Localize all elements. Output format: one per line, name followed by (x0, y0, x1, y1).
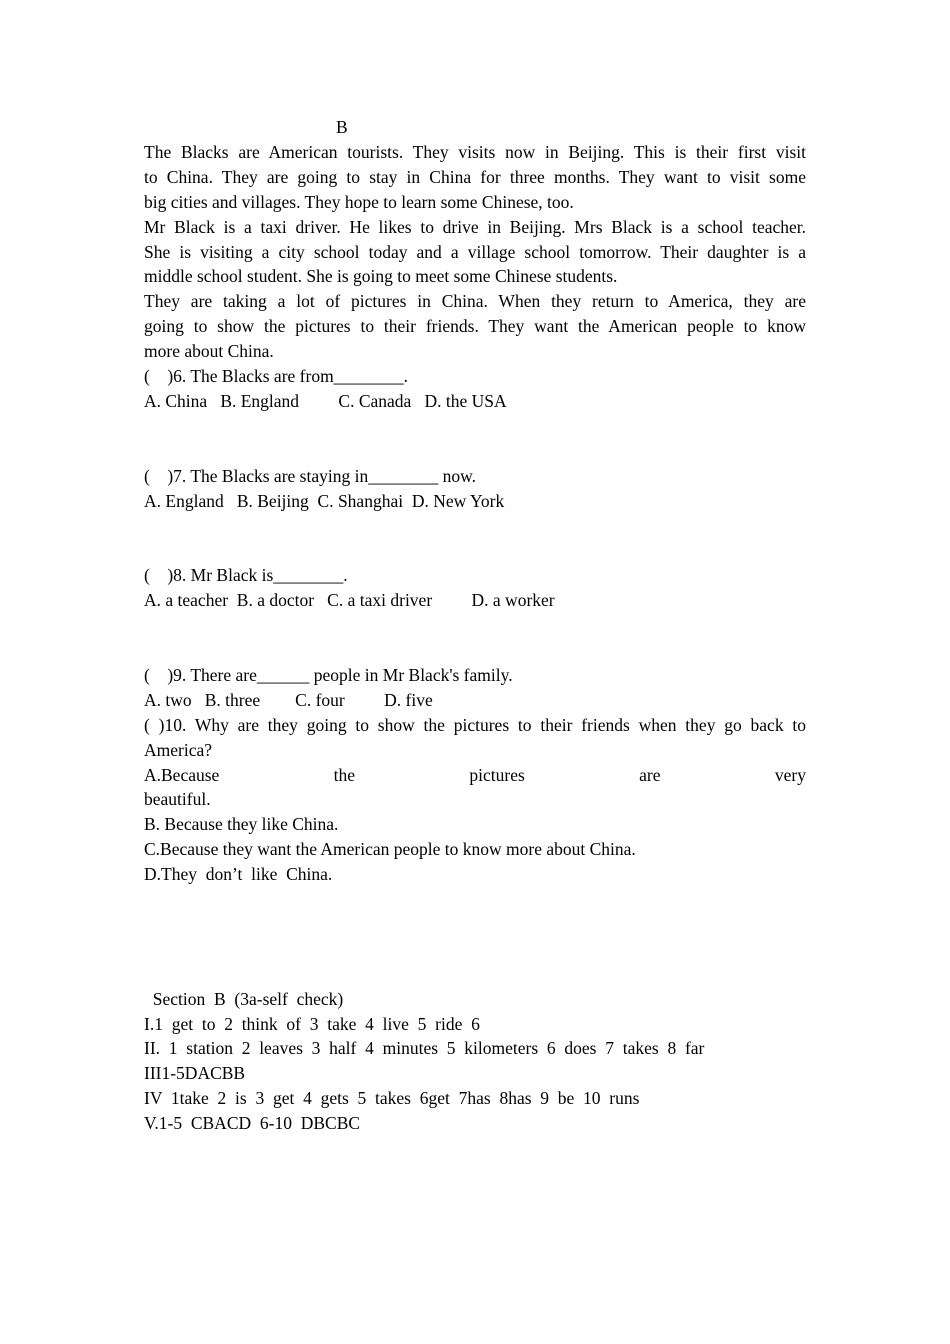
passage-line: She is visiting a city school today and a village school tomorrow. Their daughter is a (144, 241, 806, 262)
question-options: A. England B. Beijing C. Shanghai D. New York (144, 490, 505, 511)
answer-line: V.1-5 CBACD 6-10 DBCBC (144, 1113, 361, 1134)
passage-line: Mr Black is a taxi driver. He likes to drive in Beijing. Mrs Black is a school teacher. (144, 216, 806, 237)
answer-line: II. 1 station 2 leaves 3 half 4 minutes 5 kilometers 6 does 7 takes 8 far (144, 1038, 705, 1059)
question-8 (144, 563, 806, 613)
reading-passage (144, 140, 806, 364)
passage-line: They are taking a lot of pictures in China. When they return to America, they are (144, 291, 806, 312)
question-option: A.Because the pictures are very (144, 764, 806, 785)
question-options: A. China B. England C. Canada D. the USA (144, 390, 507, 411)
question-stem: ( )8. Mr Black is________. (144, 565, 348, 586)
worksheet-page (144, 115, 806, 1136)
passage-line: going to show the pictures to their friends. They want the American people to know (144, 316, 806, 337)
question-stem: ( )7. The Blacks are staying in________ now. (144, 465, 476, 486)
question-option: B. Because they like China. (144, 814, 339, 835)
answer-heading: Section B (3a-self check) (144, 988, 344, 1009)
section-title: B (336, 117, 348, 137)
answer-line: III1-5DACBB (144, 1063, 246, 1084)
question-options: A. a teacher B. a doctor C. a taxi driver D. a worker (144, 590, 555, 611)
passage-line: middle school student. She is going to meet some Chinese students. (144, 266, 618, 287)
question-7 (144, 464, 806, 514)
question-6 (144, 364, 806, 414)
answer-line: I.1 get to 2 think of 3 take 4 live 5 ride 6 (144, 1013, 480, 1034)
question-option: D.They don’t like China. (144, 864, 333, 885)
question-stem: America? (144, 739, 213, 760)
question-stem: ( )9. There are______ people in Mr Black's family. (144, 664, 513, 685)
question-stem: ( )10. Why are they going to show the pictures to their friends when they go back to (144, 714, 806, 735)
question-10 (144, 713, 806, 887)
question-options: A. two B. three C. four D. five (144, 689, 433, 710)
question-option: beautiful. (144, 789, 211, 810)
passage-line: The Blacks are American tourists. They visits now in Beijing. This is their first visit (144, 141, 806, 162)
answer-key (144, 987, 806, 1136)
question-9 (144, 663, 806, 713)
passage-line: to China. They are going to stay in China for three months. They want to visit some (144, 166, 806, 187)
passage-line: more about China. (144, 341, 274, 362)
answer-line: IV 1take 2 is 3 get 4 gets 5 takes 6get 7has 8has 9 be 10 runs (144, 1088, 640, 1109)
passage-line: big cities and villages. They hope to learn some Chinese, too. (144, 191, 574, 212)
question-stem: ( )6. The Blacks are from________. (144, 366, 409, 387)
question-option: C.Because they want the American people to know more about China. (144, 839, 636, 860)
